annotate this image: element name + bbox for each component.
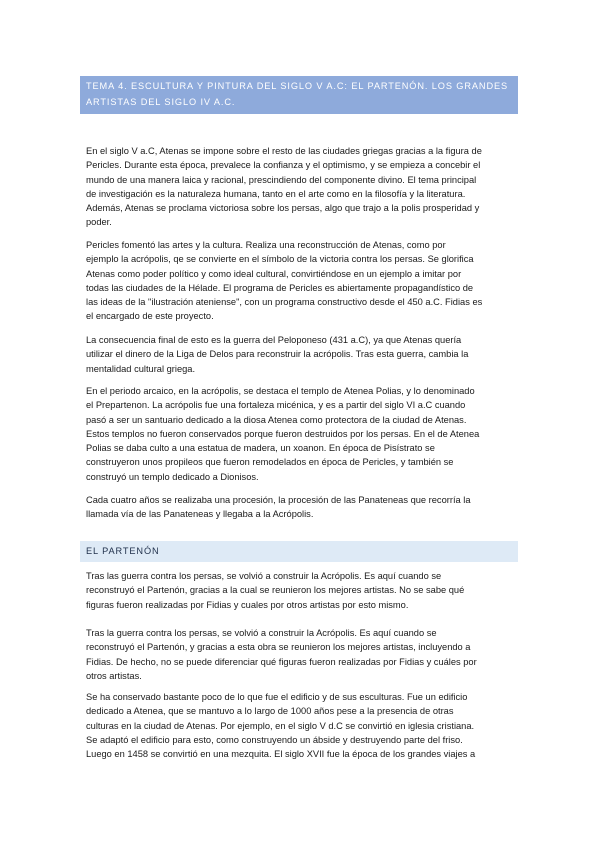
text-line: ejemplo la acrópolis, qe se convierte en el símbolo de la victoria contra los persas. Se glorifica (86, 254, 474, 265)
text-line: Polias se daba culto a una estatua de madera, un xoanon. En época de Pisístrato se (86, 443, 435, 454)
text-line: Tras las guerra contra los persas, se volvió a construir la Acrópolis. Es aquí cuando se (86, 571, 442, 581)
text-line: otros artistas. (86, 670, 142, 681)
text-line: el Prepartenon. La acrópolis fue una fortaleza micénica, y es a partir del siglo VI a.C cuando (86, 400, 466, 411)
text-line: Pericles fomentó las artes y la cultura. Realiza una reconstrucción de Atenas, como por (86, 240, 446, 250)
text-line: poder. (86, 217, 112, 228)
paragraph (86, 569, 518, 612)
text-line: Estos templos no fueron conservados porque fueron destruidos por los persas. En el de Atenea (86, 428, 480, 439)
text-line: Luego en 1458 se convirtió en una mezquita. El siglo XVII fue la época de los grandes viajes a (86, 749, 476, 760)
text-line: Cada cuatro años se realizaba una procesión, la procesión de las Panateneas que recorría la (86, 495, 471, 505)
paragraph (86, 626, 518, 683)
paragraph (86, 144, 518, 230)
text-line: utilizar el dinero de la Liga de Delos para reconstruir la acrópolis. Tras esta guerra, cambia la (86, 349, 469, 360)
text-line: mentalidad cultural griega. (86, 363, 196, 374)
document-title-banner (80, 76, 518, 114)
text-line: Tras la guerra contra los persas, se volvió a construir la Acrópolis. Es aquí cuando se (86, 628, 437, 638)
text-line: Fidias. De hecho, no se puede diferenciar qué figuras fueron realizadas por Fidias y cuáles por (86, 656, 477, 667)
text-line: todas las ciudades de la Hélade. El programa de Pericles es abiertamente propagandístico de (86, 282, 474, 293)
title-line: TEMA 4. ESCULTURA Y PINTURA DEL SIGLO V A.C: EL PARTENÓN. LOS GRANDES (86, 81, 509, 91)
text-line: La consecuencia final de esto es la guerra del Peloponeso (431 a.C), ya que Atenas quería (86, 335, 462, 345)
text-line: Además, Atenas se proclama victoriosa sobre los persas, algo que trajo a la polis prosperidad y (86, 203, 480, 214)
text-line: construyeron unos propileos que fueron remodelados en época de Pericles, y también se (86, 457, 454, 468)
paragraph (86, 384, 518, 484)
text-line: dedicado a Atenea, que se mantuvo a lo largo de 1000 años pese a la presencia de otras (86, 706, 454, 717)
text-line: llamada vía de las Panateneas y llegaba a la Acrópolis. (86, 509, 314, 520)
paragraph (86, 493, 518, 522)
title-line: ARTISTAS DEL SIGLO IV A.C. (86, 96, 236, 107)
section-heading: EL PARTENÓN (80, 541, 518, 562)
text-line: Pericles. Durante esta época, prevalece la confianza y el optimismo, y se empieza a concebir el (86, 160, 481, 171)
text-line: Atenas como poder político y como ideal cultural, convirtiéndose en un ejemplo a imitar por (86, 268, 462, 279)
text-line: construyó un templo dedicado a Dionisos. (86, 471, 259, 482)
text-line: En el siglo V a.C, Atenas se impone sobre el resto de las ciudades griegas gracias a la figura de (86, 146, 482, 156)
text-line: En el periodo arcaico, en la acrópolis, se destaca el templo de Atenea Polias, y lo denominado (86, 386, 475, 396)
text-line: reconstruyó el Partenón, gracias a la cual se reunieron los mejores artistas. No se sabe qué (86, 585, 465, 596)
text-line: figuras fueron realizadas por Fidias y cuales por otros artistas por esto mismo. (86, 599, 409, 610)
text-line: reconstruyó el Partenón, y gracias a esta obra se reunieron los mejores artistas, incluyendo a (86, 642, 471, 653)
text-line: Se ha conservado bastante poco de lo que fue el edificio y de sus esculturas. Fue un edificio (86, 692, 468, 702)
text-line: culturas en la ciudad de Atenas. Por ejemplo, en el siglo V d.C se convirtió en iglesia cristiana. (86, 720, 475, 731)
paragraph (86, 690, 518, 761)
paragraph (86, 238, 518, 324)
text-line: pasó a ser un santuario dedicado a la diosa Atenea como protectora de la ciudad de Atenas. (86, 414, 467, 425)
text-line: mundo de una manera laica y racional, prescindiendo del componente divino. El tema principal (86, 174, 477, 185)
text-line: el encargado de este proyecto. (86, 311, 214, 322)
paragraph (86, 333, 518, 376)
text-line: las ideas de la "ilustración ateniense", con un programa constructivo desde el 450 a.C. Fidias es (86, 297, 483, 308)
text-line: Se adaptó el edificio para esto, como construyendo un ábside y destruyendo parte del friso. (86, 734, 463, 745)
text-line: de investigación es la naturaleza humana, tanto en el arte como en la filosofía y la literatura. (86, 188, 466, 199)
